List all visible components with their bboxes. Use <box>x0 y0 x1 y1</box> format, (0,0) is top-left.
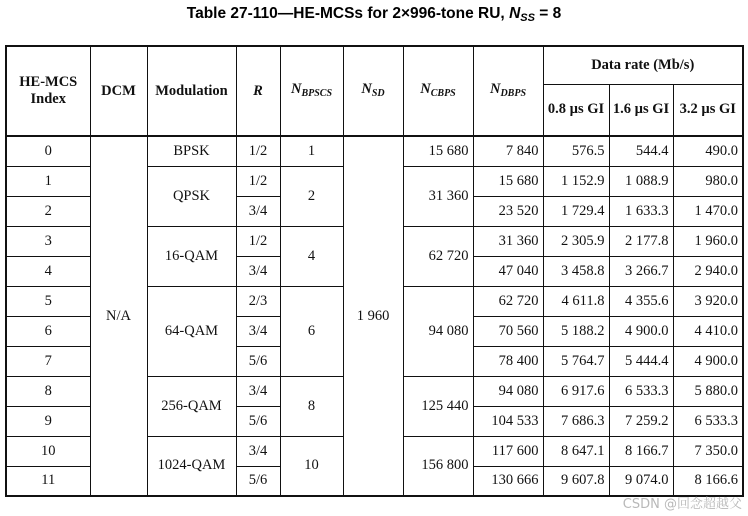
cell-gi08: 5 764.7 <box>543 346 609 376</box>
cell-ndbps: 31 360 <box>473 226 543 256</box>
caption-nss-value: = 8 <box>534 5 562 22</box>
header-gi-08: 0.8 µs GI <box>543 84 609 136</box>
cell-r: 3/4 <box>236 376 280 406</box>
cell-gi16: 1 088.9 <box>609 166 673 196</box>
cell-mcs: 2 <box>6 196 90 226</box>
cell-ncbps: 156 800 <box>403 436 473 496</box>
cell-ncbps: 31 360 <box>403 166 473 226</box>
cell-r: 5/6 <box>236 346 280 376</box>
cell-r: 1/2 <box>236 226 280 256</box>
cell-ndbps: 23 520 <box>473 196 543 226</box>
caption-nss-base: N <box>509 5 521 22</box>
cell-ncbps: 94 080 <box>403 286 473 376</box>
cell-modulation: 64-QAM <box>147 286 236 376</box>
cell-r: 3/4 <box>236 256 280 286</box>
cell-mcs: 5 <box>6 286 90 316</box>
header-gi-16: 1.6 µs GI <box>609 84 673 136</box>
header-ndbps-sub: DBPS <box>500 87 527 99</box>
cell-mcs: 9 <box>6 406 90 436</box>
cell-ndbps: 47 040 <box>473 256 543 286</box>
cell-ncbps: 62 720 <box>403 226 473 286</box>
cell-ndbps: 130 666 <box>473 466 543 496</box>
cell-gi16: 5 444.4 <box>609 346 673 376</box>
header-dcm: DCM <box>90 46 147 136</box>
cell-gi32: 2 940.0 <box>673 256 743 286</box>
header-gi-32: 3.2 µs GI <box>673 84 743 136</box>
cell-gi32: 4 900.0 <box>673 346 743 376</box>
header-ncbps-base: N <box>420 80 431 97</box>
header-nsd-base: N <box>361 80 372 97</box>
cell-gi32: 490.0 <box>673 136 743 166</box>
cell-r: 5/6 <box>236 466 280 496</box>
cell-r: 5/6 <box>236 406 280 436</box>
header-modulation: Modulation <box>147 46 236 136</box>
watermark: CSDN @回念超越父 <box>622 497 742 512</box>
cell-gi16: 3 266.7 <box>609 256 673 286</box>
cell-gi16: 9 074.0 <box>609 466 673 496</box>
caption-prefix: Table 27-110—HE-MCSs for 2×996-tone RU, <box>186 5 510 22</box>
cell-gi08: 1 729.4 <box>543 196 609 226</box>
cell-r: 2/3 <box>236 286 280 316</box>
cell-gi32: 3 920.0 <box>673 286 743 316</box>
cell-gi32: 7 350.0 <box>673 436 743 466</box>
cell-ndbps: 7 840 <box>473 136 543 166</box>
cell-gi16: 544.4 <box>609 136 673 166</box>
cell-nbpscs: 2 <box>280 166 343 226</box>
cell-ncbps: 15 680 <box>403 136 473 166</box>
cell-gi08: 7 686.3 <box>543 406 609 436</box>
cell-gi32: 8 166.6 <box>673 466 743 496</box>
cell-mcs: 6 <box>6 316 90 346</box>
cell-gi08: 3 458.8 <box>543 256 609 286</box>
cell-modulation: QPSK <box>147 166 236 226</box>
cell-gi32: 6 533.3 <box>673 406 743 436</box>
cell-gi32: 980.0 <box>673 166 743 196</box>
header-ndbps <box>473 46 543 136</box>
cell-modulation: 1024-QAM <box>147 436 236 496</box>
cell-gi32: 4 410.0 <box>673 316 743 346</box>
cell-nbpscs: 8 <box>280 376 343 436</box>
cell-ncbps: 125 440 <box>403 376 473 436</box>
cell-ndbps: 78 400 <box>473 346 543 376</box>
cell-ndbps: 62 720 <box>473 286 543 316</box>
cell-nbpscs: 1 <box>280 136 343 166</box>
cell-gi08: 6 917.6 <box>543 376 609 406</box>
cell-ndbps: 70 560 <box>473 316 543 346</box>
cell-ndbps: 104 533 <box>473 406 543 436</box>
header-nbpscs-base: N <box>290 80 302 97</box>
header-nbpscs <box>280 46 343 136</box>
header-ndbps-base: N <box>489 80 501 97</box>
cell-gi32: 1 470.0 <box>673 196 743 226</box>
cell-gi08: 5 188.2 <box>543 316 609 346</box>
cell-mcs: 7 <box>6 346 90 376</box>
cell-ndbps: 15 680 <box>473 166 543 196</box>
cell-gi08: 1 152.9 <box>543 166 609 196</box>
table-row <box>6 136 743 166</box>
header-ncbps <box>403 46 473 136</box>
cell-gi16: 4 900.0 <box>609 316 673 346</box>
cell-r: 1/2 <box>236 136 280 166</box>
cell-gi08: 576.5 <box>543 136 609 166</box>
cell-gi16: 2 177.8 <box>609 226 673 256</box>
table-caption <box>0 5 748 24</box>
cell-modulation: BPSK <box>147 136 236 166</box>
cell-r: 3/4 <box>236 196 280 226</box>
header-data-rate: Data rate (Mb/s) <box>543 46 743 84</box>
header-nbpscs-sub: BPSCS <box>301 87 333 99</box>
cell-mcs: 4 <box>6 256 90 286</box>
cell-nbpscs: 4 <box>280 226 343 286</box>
cell-gi08: 8 647.1 <box>543 436 609 466</box>
cell-modulation: 256-QAM <box>147 376 236 436</box>
cell-gi16: 6 533.3 <box>609 376 673 406</box>
cell-r: 3/4 <box>236 436 280 466</box>
header-nsd <box>343 46 403 136</box>
cell-gi32: 1 960.0 <box>673 226 743 256</box>
header-ncbps-sub: CBPS <box>430 87 456 99</box>
cell-gi16: 7 259.2 <box>609 406 673 436</box>
header-r: R <box>236 46 280 136</box>
header-nsd-sub: SD <box>371 87 385 99</box>
cell-mcs: 3 <box>6 226 90 256</box>
cell-mcs: 11 <box>6 466 90 496</box>
cell-modulation: 16-QAM <box>147 226 236 286</box>
cell-gi08: 2 305.9 <box>543 226 609 256</box>
cell-gi08: 4 611.8 <box>543 286 609 316</box>
cell-ndbps: 94 080 <box>473 376 543 406</box>
mcs-table <box>5 45 744 497</box>
cell-mcs: 0 <box>6 136 90 166</box>
caption-nss-sub: SS <box>520 12 535 24</box>
cell-mcs: 10 <box>6 436 90 466</box>
cell-gi16: 4 355.6 <box>609 286 673 316</box>
header-mcs-index: HE-MCS Index <box>6 46 90 136</box>
cell-gi16: 1 633.3 <box>609 196 673 226</box>
cell-ndbps: 117 600 <box>473 436 543 466</box>
cell-r: 3/4 <box>236 316 280 346</box>
cell-dcm: N/A <box>90 136 147 496</box>
cell-mcs: 8 <box>6 376 90 406</box>
cell-mcs: 1 <box>6 166 90 196</box>
cell-nbpscs: 6 <box>280 286 343 376</box>
cell-gi32: 5 880.0 <box>673 376 743 406</box>
cell-nbpscs: 10 <box>280 436 343 496</box>
cell-nsd: 1 960 <box>343 136 403 496</box>
cell-r: 1/2 <box>236 166 280 196</box>
cell-gi16: 8 166.7 <box>609 436 673 466</box>
cell-gi08: 9 607.8 <box>543 466 609 496</box>
